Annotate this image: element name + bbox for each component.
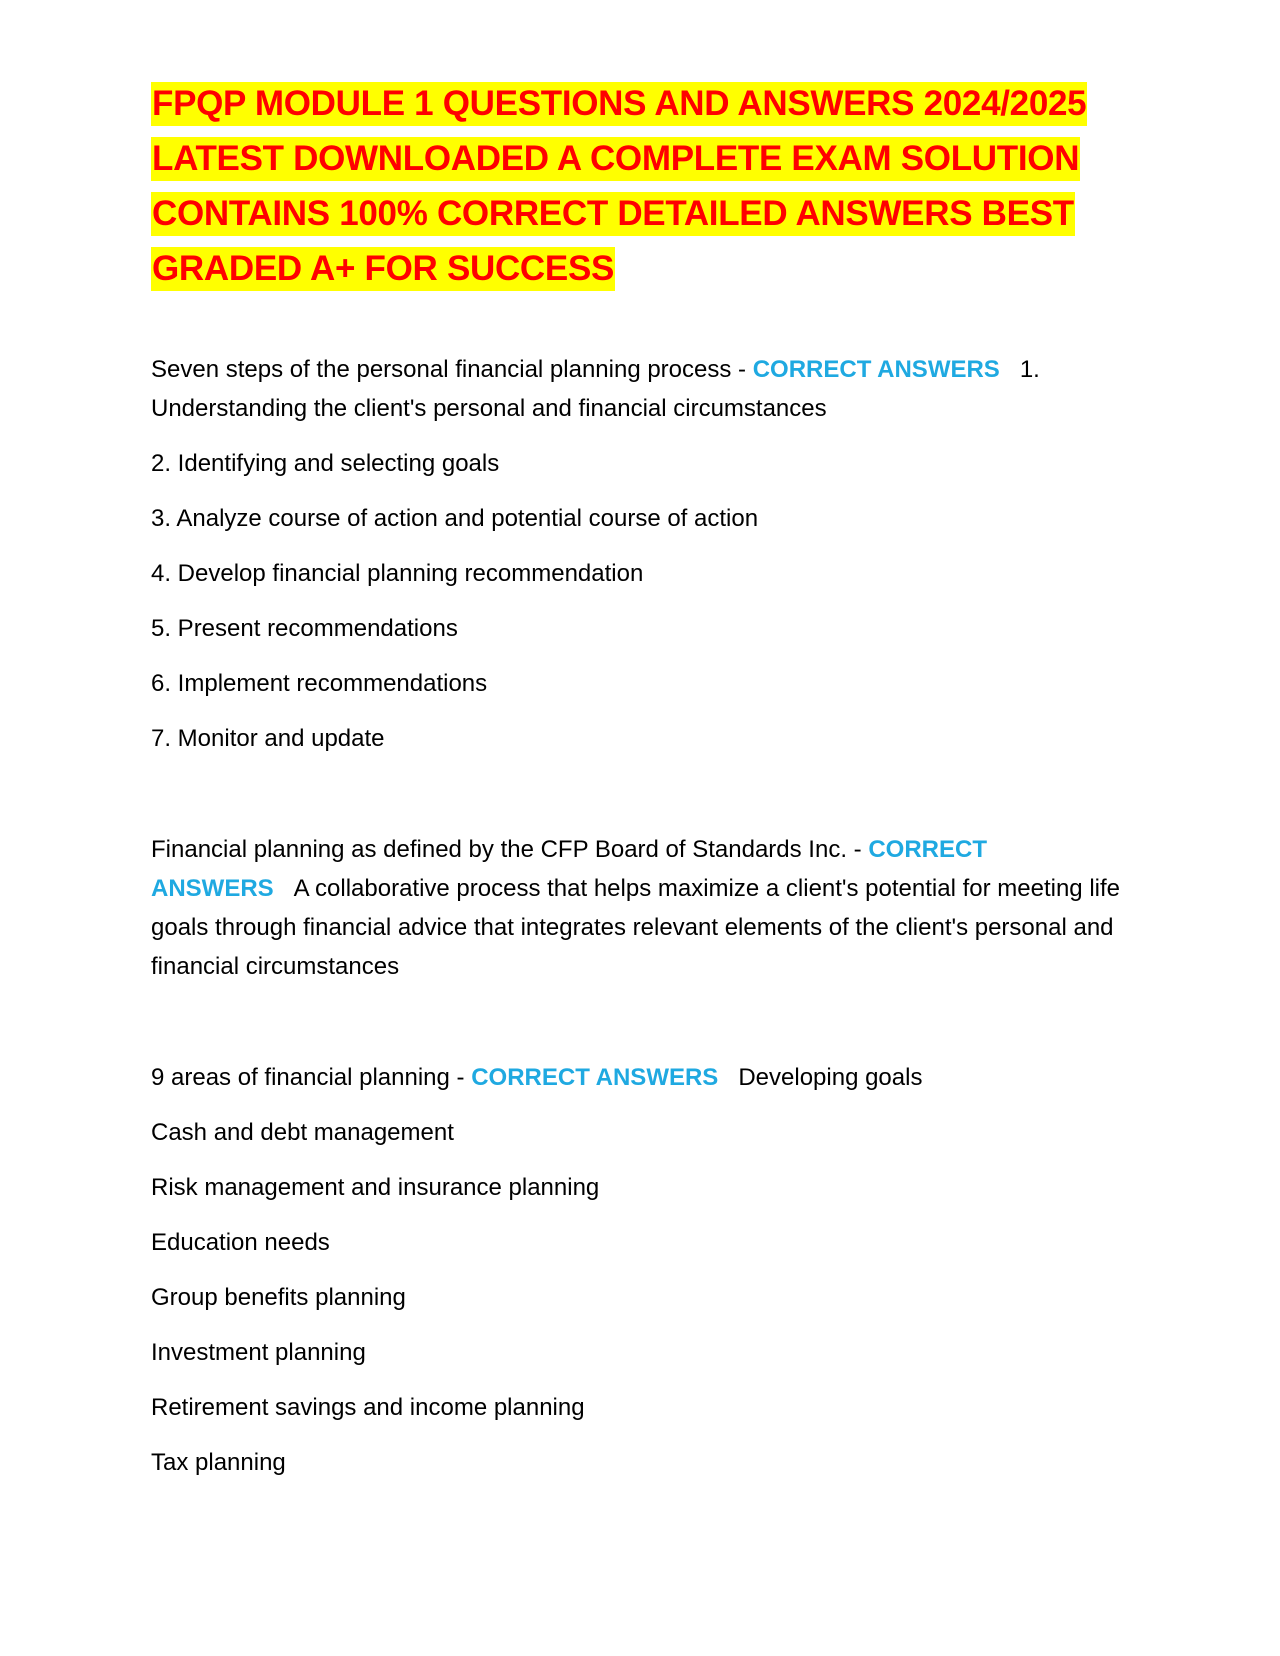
- list-item: 4. Develop financial planning recommendation: [151, 560, 644, 587]
- question-3: [151, 1058, 1131, 1097]
- document-title: [151, 76, 1131, 296]
- question-3-text: 9 areas of financial planning -: [151, 1064, 472, 1091]
- question-2-text: Financial planning as defined by the CFP Board of Standards Inc. -: [151, 836, 869, 863]
- list-item: Risk management and insurance planning: [151, 1174, 600, 1201]
- correct-answers-label: CORRECT ANSWERS: [151, 836, 987, 902]
- list-item: Group benefits planning: [151, 1284, 406, 1311]
- list-item: Tax planning: [151, 1449, 286, 1476]
- question-1-text: Seven steps of the personal financial planning process -: [151, 356, 753, 383]
- list-item: 7. Monitor and update: [151, 725, 385, 752]
- correct-answers-label: CORRECT ANSWERS: [752, 356, 1000, 383]
- document-content: [151, 76, 1131, 1482]
- list-item: 3. Analyze course of action and potential course of action: [151, 505, 759, 532]
- list-item: 6. Implement recommendations: [151, 670, 488, 697]
- list-item: Retirement savings and income planning: [151, 1394, 585, 1421]
- list-item: 2. Identifying and selecting goals: [151, 450, 500, 477]
- list-item: Cash and debt management: [151, 1119, 454, 1146]
- list-item: Investment planning: [151, 1339, 366, 1366]
- title-highlight: FPQP MODULE 1 QUESTIONS AND ANSWERS 2024/2025 LATEST DOWNLOADED A COMPLETE EXAM SOLUTION CONTAINS 100% CORRECT DETAILED ANSWERS BEST GRADED A+ FOR SUCCESS: [151, 82, 1087, 291]
- question-2-answer: A collaborative process that helps maximize a client's potential for meeting life goals through financial advice that integrates relevant elements of the client's personal and financial circumstances: [151, 875, 1120, 980]
- list-item: 5. Present recommendations: [151, 615, 458, 642]
- question-1-answer: 1. Understanding the client's personal and financial circumstances: [151, 356, 1040, 422]
- list-item: Education needs: [151, 1229, 330, 1256]
- question-1: [151, 350, 1131, 428]
- correct-answers-label: CORRECT ANSWERS: [471, 1064, 719, 1091]
- question-2: [151, 830, 1131, 986]
- question-3-answer: Developing goals: [738, 1064, 923, 1091]
